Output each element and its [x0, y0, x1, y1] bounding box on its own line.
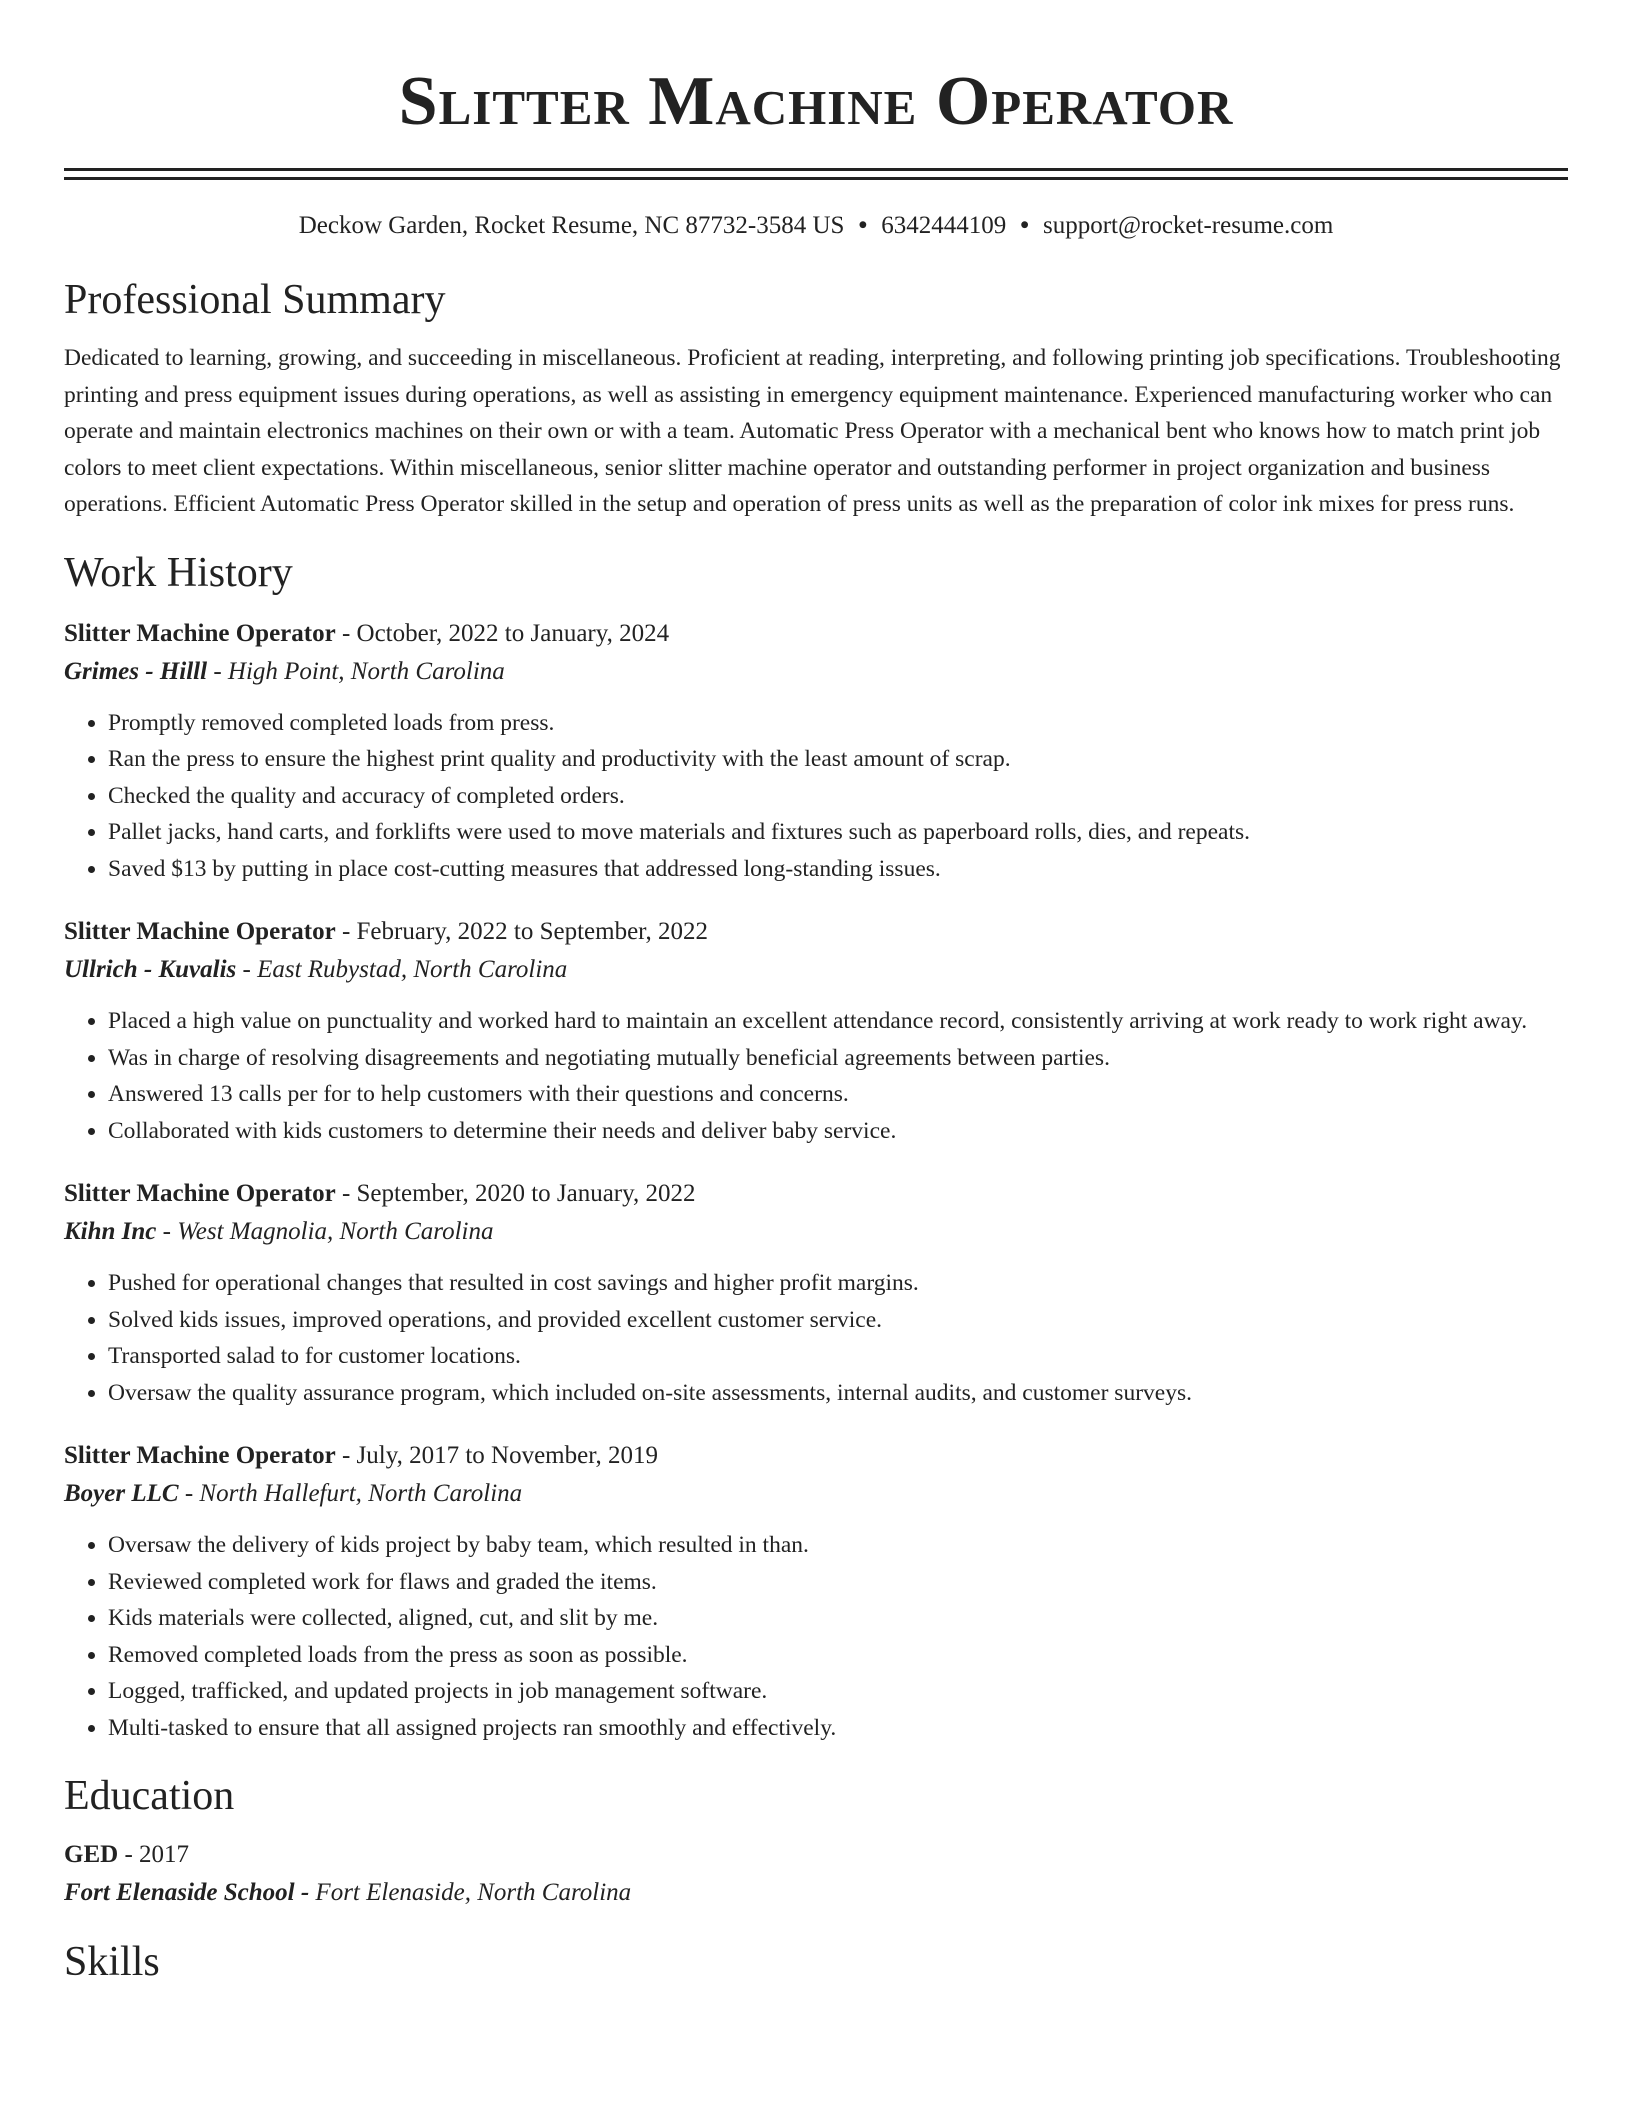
education-location: Fort Elenaside, North Carolina — [315, 1879, 632, 1906]
job-bullet: • Removed completed loads from the press as soon as possible. — [108, 1637, 1568, 1674]
job-dates: July, 2017 to November, 2019 — [356, 1442, 659, 1469]
job-dates: September, 2020 to January, 2022 — [356, 1180, 696, 1207]
job-bullet: • Collaborated with kids customers to determine their needs and deliver baby service. — [108, 1113, 1568, 1150]
work-history-heading: Work History — [64, 549, 293, 596]
job-entry — [64, 1175, 1568, 1411]
work-history-list — [64, 615, 1568, 1747]
contact-separator: • — [858, 212, 868, 239]
job-company-line: Kihn Inc - West Magnolia, North Carolina — [64, 1218, 494, 1245]
job-location: North Hallefurt, North Carolina — [199, 1480, 523, 1507]
job-bullet-list — [64, 1265, 1568, 1411]
job-company: Grimes - Hilll — [64, 657, 208, 685]
education-degree: GED — [64, 1841, 119, 1868]
job-bullet: • Solved kids issues, improved operations, and provided excellent customer service. — [108, 1302, 1568, 1339]
job-bullet: • Saved $13 by putting in place cost-cutting measures that addressed long-standing issues. — [108, 851, 1568, 888]
contact-line — [64, 210, 1568, 242]
job-title-line: Slitter Machine Operator - February, 2022 to September, 2022 — [64, 918, 709, 945]
job-bullet-list — [64, 705, 1568, 888]
contact-address: Deckow Garden, Rocket Resume, NC 87732-3584 US — [298, 212, 845, 239]
job-company: Ullrich - Kuvalis — [64, 956, 237, 983]
job-location: High Point, North Carolina — [227, 657, 505, 685]
summary-text: Dedicated to learning, growing, and succeeding in miscellaneous. Proficient at reading, interpreting, and following printing job specifications. Troubleshooting printing and press equipment issues during operations, as well as assisting in emergency equipment maintenance. Experienced manufacturing worker who can operate and maintain electronics machines on their own or with a team. Automatic Press Operator with a mechanical bent who knows how to match print job colors to meet client expectations. Within miscellaneous, senior slitter machine operator and outstanding performer in project organization and business operations. Efficient Automatic Press Operator skilled in the setup and operation of press units as well as the preparation of color ink mixes for press runs. — [64, 345, 1561, 517]
job-bullet: • Reviewed completed work for flaws and graded the items. — [108, 1564, 1568, 1601]
job-bullet: • Was in charge of resolving disagreements and negotiating mutually beneficial agreements between parties. — [108, 1040, 1568, 1077]
education-degree-line: GED - 2017 — [64, 1841, 190, 1868]
contact-phone: 6342444109 — [881, 212, 1007, 239]
resume-name: Slitter Machine Operator — [398, 63, 1234, 140]
header-divider — [64, 168, 1568, 180]
job-bullet: • Multi-tasked to ensure that all assigned projects ran smoothly and effectively. — [108, 1710, 1568, 1747]
job-location: East Rubystad, North Carolina — [257, 956, 568, 983]
job-title-line: Slitter Machine Operator - July, 2017 to November, 2019 — [64, 1442, 659, 1469]
job-title: Slitter Machine Operator — [64, 1180, 336, 1207]
job-entry — [64, 913, 1568, 1149]
job-bullet: • Transported salad to for customer locations. — [108, 1338, 1568, 1375]
job-location: West Magnolia, North Carolina — [177, 1218, 494, 1245]
job-bullet: • Pushed for operational changes that resulted in cost savings and higher profit margins. — [108, 1265, 1568, 1302]
job-title: Slitter Machine Operator — [64, 1442, 336, 1469]
job-bullet: • Placed a high value on punctuality and worked hard to maintain an excellent attendance record, consistently arriving at work ready to work right away. — [108, 1003, 1568, 1040]
job-bullet: • Oversaw the delivery of kids project by baby team, which resulted in than. — [108, 1527, 1568, 1564]
contact-separator: • — [1020, 212, 1029, 239]
education-entry — [64, 1836, 1568, 1912]
job-bullet: • Checked the quality and accuracy of completed orders. — [108, 778, 1568, 815]
job-title: Slitter Machine Operator — [64, 918, 336, 945]
skills-heading: Skills — [64, 1939, 160, 1985]
contact-email: support@rocket-resume.com — [1042, 212, 1334, 239]
job-dates: February, 2022 to September, 2022 — [356, 918, 709, 945]
job-bullet: • Pallet jacks, hand carts, and forklifts were used to move materials and fixtures such as paperboard rolls, dies, and repeats. — [108, 814, 1568, 851]
job-entry — [64, 615, 1568, 888]
education-school-line: Fort Elenaside School - Fort Elenaside, North Carolina — [64, 1879, 632, 1906]
summary-heading: Professional Summary — [64, 277, 446, 323]
job-bullet: • Ran the press to ensure the highest print quality and productivity with the least amount of scrap. — [108, 741, 1568, 778]
job-dates: October, 2022 to January, 2024 — [356, 619, 670, 647]
job-bullet: • Answered 13 calls per for to help customers with their questions and concerns. — [108, 1076, 1568, 1113]
job-title-line: Slitter Machine Operator - October, 2022 to January, 2024 — [64, 619, 670, 647]
job-bullet: • Logged, trafficked, and updated projects in job management software. — [108, 1673, 1568, 1710]
job-company: Boyer LLC — [64, 1480, 179, 1507]
education-year: 2017 — [139, 1841, 190, 1868]
job-bullet: • Promptly removed completed loads from press. — [108, 705, 1568, 742]
job-company-line: Ullrich - Kuvalis - East Rubystad, North Carolina — [64, 956, 568, 983]
job-company-line: Grimes - Hilll - High Point, North Carolina — [64, 657, 505, 685]
job-title-line: Slitter Machine Operator - September, 2020 to January, 2022 — [64, 1180, 696, 1207]
job-bullet: • Oversaw the quality assurance program, which included on-site assessments, internal audits, and customer surveys. — [108, 1375, 1568, 1412]
job-company-line: Boyer LLC - North Hallefurt, North Carolina — [64, 1480, 523, 1507]
job-title: Slitter Machine Operator — [64, 619, 336, 647]
job-entry — [64, 1437, 1568, 1746]
job-company: Kihn Inc — [64, 1218, 157, 1245]
education-heading: Education — [64, 1773, 235, 1819]
education-school: Fort Elenaside School — [64, 1879, 295, 1906]
job-bullet: • Kids materials were collected, aligned, cut, and slit by me. — [108, 1600, 1568, 1637]
job-bullet-list — [64, 1527, 1568, 1746]
job-bullet-list — [64, 1003, 1568, 1149]
